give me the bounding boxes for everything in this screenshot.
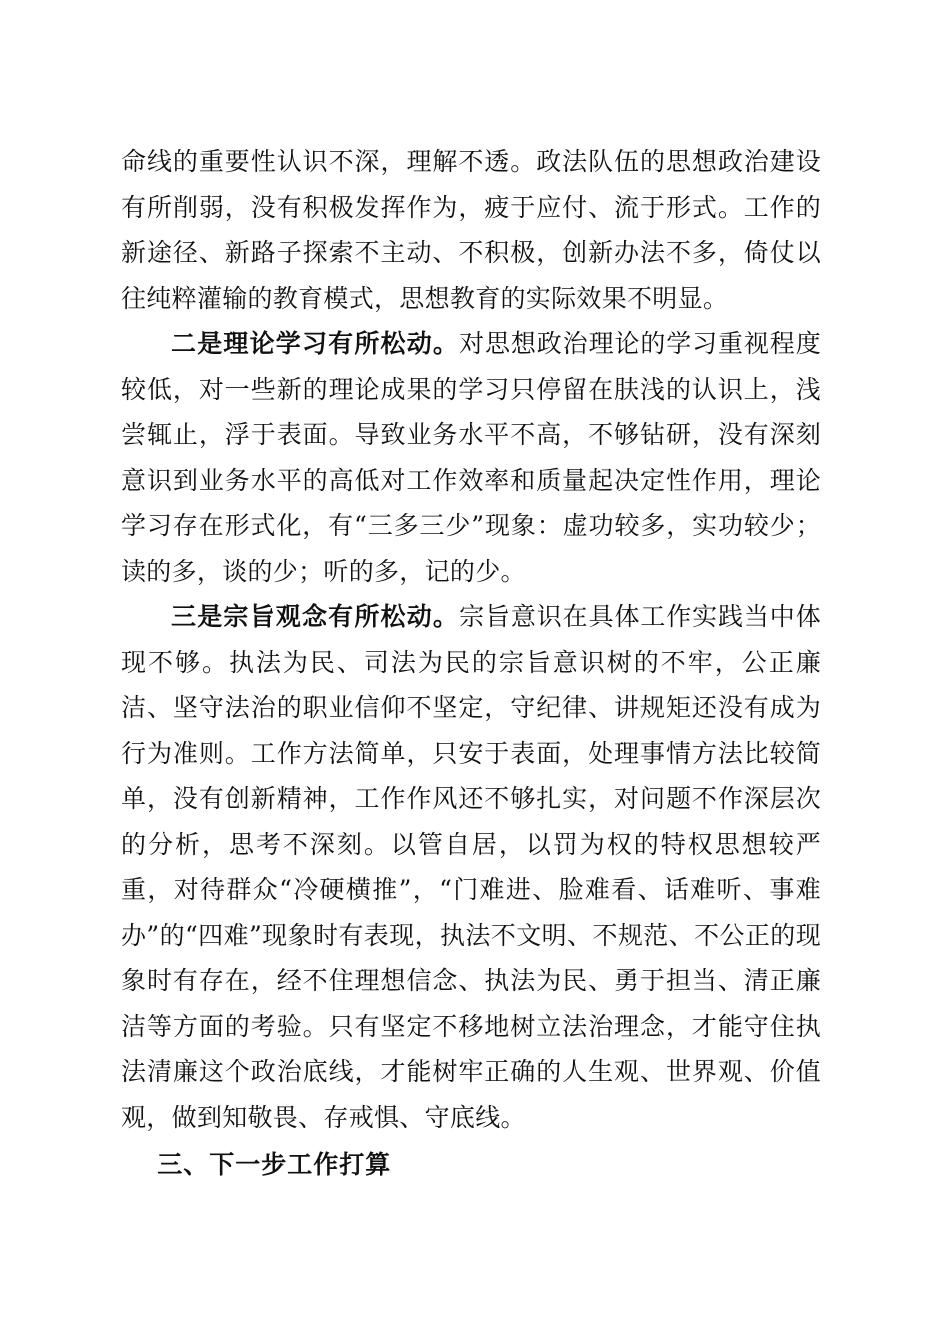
paragraph-purpose-concept [121,594,821,1140]
paragraph-lead: 三是宗旨观念有所松动。 [171,602,460,631]
paragraph-theory-study [121,321,821,594]
document-page [121,139,821,1188]
paragraph-text: 宗旨意识在具体工作实践当中体现不够。执法为民、司法为民的宗旨意识树的不牢，公正廉洁、坚守法治的职业信仰不坚定，守纪律、讲规矩还没有成为行为准则。工作方法简单，只安于表面，处理事情方法比较简单，没有创新精神，工作作风还不够扎实，对问题不作深层次的分析，思考不深刻。以管自居，以罚为权的特权思想较严重，对待群众“冷硬横推”，“门难进、脸难看、话难听、事难办”的“四难”现象时有表现，执法不文明、不规范、不公正的现象时有存在，经不住理想信念、执法为民、勇于担当、清正廉洁等方面的考验。只有坚定不移地树立法治理念，才能守住执法清廉这个政治底线，才能树牢正确的人生观、世界观、价值观，做到知敬畏、存戒惧、守底线。 [121,602,821,1132]
paragraph-continued [121,139,821,321]
section-heading: 三、下一步工作打算 [157,1150,392,1179]
paragraph-text: 对思想政治理论的学习重视程度较低，对一些新的理论成果的学习只停留在肤浅的认识上，浅尝辄止，浮于表面。导致业务水平不高，不够钻研，没有深刻意识到业务水平的高低对工作效率和质量起决定性作用，理论学习存在形式化，有“三多三少”现象：虚功较多，实功较少；读的多，谈的少；听的多，记的少。 [121,329,821,586]
paragraph-lead: 二是理论学习有所松动。 [171,329,460,358]
paragraph-text: 命线的重要性认识不深，理解不透。政法队伍的思想政治建设有所削弱，没有积极发挥作为，疲于应付、流于形式。工作的新途径、新路子探索不主动、不积极，创新办法不多，倚仗以往纯粹灌输的教育模式，思想教育的实际效果不明显。 [121,147,821,313]
